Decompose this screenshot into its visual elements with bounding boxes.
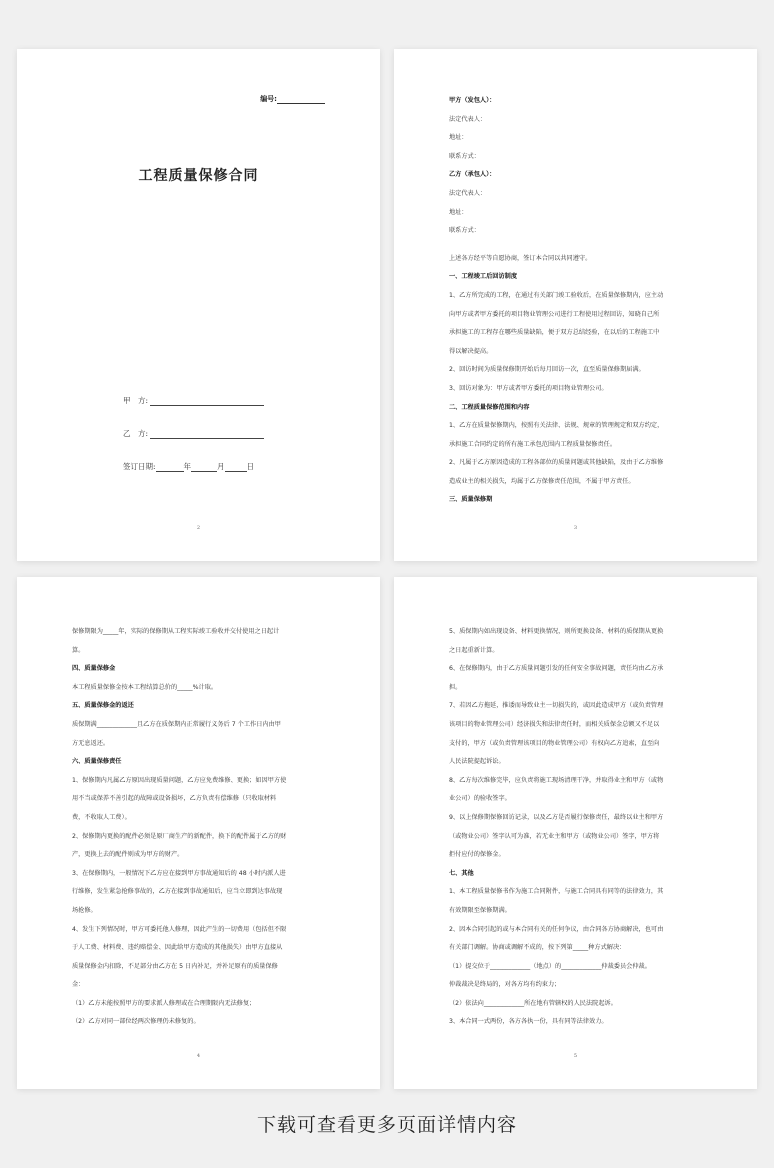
text-line: 有关部门调解。协商或调解不成的，按下列第_____种方式解决： <box>449 944 626 952</box>
text-line: 5、质保期内如出现设备、材料更换情况，则所更换设备、材料的质保期从更换 <box>449 628 664 635</box>
section-heading: 六、质量保修责任 <box>72 758 122 766</box>
text-line: 该项目的物业管理公司）经济损失和法律责任时，而相关质保金总额又不足以 <box>449 720 660 728</box>
text-line: 用不当或保养不善引起的故障或设备损坏，乙方负责有偿维修（只收取材料 <box>72 795 277 803</box>
text-line: 2、因本合同引起的或与本合同有关的任何争议，由合同各方协商解决，也可由 <box>449 925 664 933</box>
text-line: 于人工费、材料费、违约赔偿金、因此给甲方造成的其他损失）由甲方直接从 <box>72 944 283 952</box>
text-line: 3、本合同一式两份，各方各执一份，具有同等法律效力。 <box>449 1018 608 1026</box>
text-line: 质量保修金内扣除，不足部分由乙方在 5 日内补足，并补足原有的质量保修 <box>72 962 278 970</box>
section-heading: 四、质量保修金 <box>72 665 116 673</box>
text-line: 联系方式： <box>449 227 480 235</box>
page-number: 3 <box>573 525 578 531</box>
text-line: 上述各方经平等自愿协商，签订本合同以共同遵守。 <box>449 254 592 262</box>
section-heading: 五、质量保修金的返还 <box>72 702 134 710</box>
sign-date-field <box>123 461 254 472</box>
text-line: 担。 <box>449 683 462 691</box>
page-number: 4 <box>196 1053 201 1059</box>
party-a-label: 甲 方: <box>123 396 149 405</box>
page-cover <box>17 49 380 561</box>
text-line: 费，不收取人工费）。 <box>72 813 131 821</box>
text-line: 2、回访时间为质量保修期开始后每月回访一次，直至质量保修期届满。 <box>449 366 645 374</box>
text-line: （2）依法向_____________所在地有管辖权的人民法院起诉。 <box>449 999 617 1007</box>
text-line: 人民法院提起诉讼。 <box>449 758 505 766</box>
text-line: 2、凡属于乙方原因造成的工程各部位的质量问题或其他缺陷，及由于乙方维修 <box>449 459 664 467</box>
contract-title: 工程质量保修合同 <box>138 168 259 184</box>
text-line: 业公司）的验收签字。 <box>449 795 511 803</box>
text-line: 3、在保修期内，一般情况下乙方应在接到甲方事故通知后的 48 小时内派人进 <box>72 869 286 877</box>
paragraph-gap <box>449 241 702 250</box>
contract-number-blank <box>277 96 325 104</box>
contract-number <box>260 94 325 104</box>
party-a-field <box>123 395 264 406</box>
text-line: （2）乙方对同一部位经两次修理仍未修复的。 <box>72 1018 200 1026</box>
section-heading: 一、工程竣工后回访制度 <box>449 273 518 281</box>
text-line: 本工程质量保修金按本工程结算总价的_____%计取。 <box>72 683 218 691</box>
text-line: 地址： <box>449 134 468 142</box>
text-line: 质保期满_____________且乙方在质保期内正常履行义务后 7 个工作日内由甲 <box>72 720 281 728</box>
text-line: 算。 <box>72 646 85 654</box>
page-4-content <box>449 623 702 1032</box>
year-blank <box>156 463 184 472</box>
sign-date-label: 签订日期: <box>123 462 156 471</box>
text-line: 法定代表人： <box>449 189 487 197</box>
page-3-content <box>72 623 325 1032</box>
text-line: （1）乙方未能按照甲方的要求派人修理或在合理期限内无法修复； <box>72 999 256 1007</box>
text-line: 保修期限为_____年，实际的保修期从工程实际竣工验收并交付使用之日起计 <box>72 628 280 635</box>
text-line: 9、以上保修期保修回访记录，以及乙方是否履行保修责任，最终以业主和甲方 <box>449 813 664 821</box>
text-line: 方无息返还。 <box>72 739 110 747</box>
party-b-blank <box>150 430 264 439</box>
page-4 <box>394 577 757 1089</box>
text-line: 行维修，发生紧急抢修事故的，乙方在接到事故通知后，应当立即到达事故现 <box>72 888 283 896</box>
section-heading: 乙方（承包人）： <box>449 171 496 179</box>
text-line: 之日起重新计算。 <box>449 646 499 654</box>
text-line: 承担施工的工程存在哪些质量缺陷，便于双方总结经验，在以后的工程施工中 <box>449 329 660 337</box>
text-line: 金： <box>72 981 85 989</box>
text-line: 场抢修。 <box>72 906 97 914</box>
text-line: 联系方式： <box>449 152 480 160</box>
text-line: 6、在保修期内，由于乙方质量问题引发的任何安全事故问题，责任均由乙方承 <box>449 665 664 673</box>
text-line: 仲裁裁决是终局的，对各方均有约束力； <box>449 981 561 989</box>
day-label: 日 <box>246 462 255 471</box>
text-line: 1、本工程质量保修书作为施工合同附件，与施工合同具有同等的法律效力，其 <box>449 888 664 896</box>
text-line: 法定代表人： <box>449 115 487 123</box>
text-line: 承担施工合同约定的所有施工承包范围内工程质量保修责任。 <box>449 440 617 448</box>
page-2 <box>394 49 757 561</box>
page-number: 5 <box>573 1053 578 1059</box>
text-line: 支付的，甲方（或负责管理该项目的物业管理公司）有权向乙方追索，直至向 <box>449 739 660 747</box>
text-line: （或物业公司）签字认可为准，若无业主和甲方（或物业公司）签字，甲方将 <box>449 832 660 840</box>
text-line: 有效期限至保修期满。 <box>449 906 511 914</box>
text-line: 地址： <box>449 208 468 216</box>
download-more-banner[interactable]: 下载可查看更多页面详情内容 <box>256 1114 517 1136</box>
section-heading: 二、工程质量保修范围和内容 <box>449 403 530 411</box>
party-b-label: 乙 方: <box>123 429 149 438</box>
text-line: 1、乙方所完成的工程，在通过有关部门竣工验收后，在质量保修期内，应主动 <box>449 291 664 299</box>
day-blank <box>225 463 247 472</box>
year-label: 年 <box>183 462 192 471</box>
section-heading: 七、其他 <box>449 869 474 877</box>
text-line: 3、回访对象为：甲方或者甲方委托的项目物业管理公司。 <box>449 384 608 392</box>
page-2-content <box>449 92 702 510</box>
text-line: 2、保修期内更换的配件必须是原厂商生产的新配件，换下的配件属于乙方的财 <box>72 832 287 840</box>
section-heading: 甲方（发包人）： <box>449 97 496 104</box>
text-line: 造成业主的相关损失，均属于乙方保修责任范围，不属于甲方责任。 <box>449 477 635 485</box>
text-line: 1、保修期内凡属乙方原因出现质量问题，乙方应免费维修、更换；如因甲方使 <box>72 776 287 784</box>
text-line: 产，更换上去的配件则成为甲方的财产。 <box>72 851 184 859</box>
text-line: 拒付应付的保修金。 <box>449 851 505 859</box>
text-line: 7、若因乙方拖延，推诿而导致业主一切损失的，或因此造成甲方（或负责管理 <box>449 702 664 710</box>
section-heading: 三、质量保修期 <box>449 496 493 504</box>
text-line: 8、乙方每次维修完毕，应负责将施工现场清理干净，并取得业主和甲方（或物 <box>449 776 664 784</box>
text-line: 向甲方或者甲方委托的项目物业管理公司进行工程使用过程回访，知晓自己所 <box>449 310 660 318</box>
contract-number-label: 编号: <box>260 95 277 103</box>
month-blank <box>191 463 217 472</box>
page-number: 2 <box>196 525 201 531</box>
text-line: （1）提交位于_____________（地点）的_____________仲裁委员会仲裁。 <box>449 962 651 970</box>
text-line: 1、乙方在质量保修期内，按照有关法律、法规、规章的管理规定和双方约定， <box>449 422 664 430</box>
text-line: 4、发生下列情况时，甲方可委托他人修理，因此产生的一切费用（包括但不限 <box>72 925 287 933</box>
month-label: 月 <box>217 462 225 471</box>
party-b-field <box>123 428 264 439</box>
party-a-blank <box>150 397 264 406</box>
text-line: 得以解决提高。 <box>449 347 493 355</box>
page-3 <box>17 577 380 1089</box>
